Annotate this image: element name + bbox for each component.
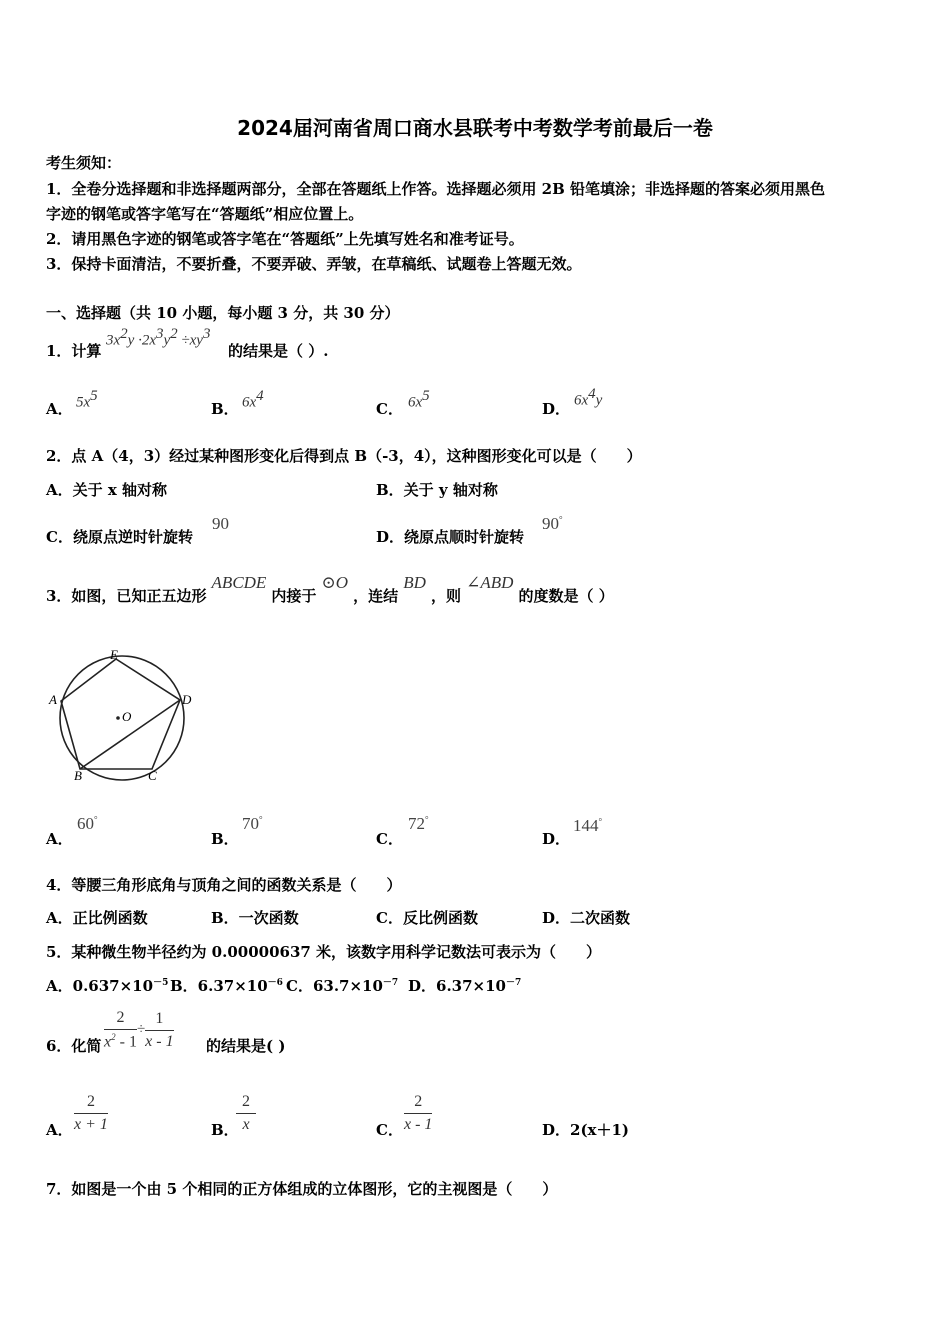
q1-option-b-label[interactable]: B．	[211, 400, 239, 418]
label-o: O	[122, 709, 132, 724]
q2-option-d[interactable]: D．绕原点顺时针旋转	[376, 528, 525, 546]
page-title: 2024届河南省周口商水县联考中考数学考前最后一卷	[237, 116, 713, 140]
question-1-suffix: 的结果是（ ）.	[228, 342, 329, 360]
q1-option-d-label[interactable]: D．	[542, 400, 571, 418]
q1-option-a-value: $5x^5$	[76, 388, 98, 411]
center-point	[116, 716, 120, 720]
q5-option-d[interactable]: D．$6.37\times 10^{-7}$	[408, 977, 522, 995]
pentagon-abcde	[61, 659, 180, 769]
label-c: C	[148, 768, 157, 783]
notice-heading: 考生须知：	[46, 154, 122, 172]
section-heading: 一、选择题（共 10 小题，每小题 3 分，共 30 分）	[46, 304, 400, 322]
q4-option-c[interactable]: C．反比例函数	[376, 909, 478, 927]
question-7-text: 7．如图是一个由 5 个相同的正方体组成的立体图形，它的主视图是（ ）	[46, 1180, 558, 1198]
q1-option-c-label[interactable]: C．	[376, 400, 403, 418]
notice-item: 1．全卷分选择题和非选择题两部分，全部在答题纸上作答。选择题必须用 2B 铅笔填涂；非选择题的答案必须用黑色	[46, 180, 826, 198]
q6-option-c-value: $\frac{2}{x - 1}$	[404, 1093, 433, 1133]
q6-option-b-label[interactable]: B．	[211, 1121, 239, 1139]
q5-option-b[interactable]: B．$6.37\times 10^{-6}$	[170, 977, 283, 995]
label-e: E	[110, 647, 118, 662]
q6-option-b-value: $\frac{2}{x}$	[236, 1093, 256, 1134]
q2-option-c[interactable]: C．绕原点逆时针旋转	[46, 528, 193, 546]
question-5-text: 5．某种微生物半径约为 0.00000637 米，该数字用科学记数法可表示为（ ）	[46, 943, 602, 961]
label-a: A	[49, 692, 57, 707]
question-1-expression: $3x^2y \cdot 2x^3y^2 \div xy^3$	[106, 326, 211, 349]
question-6-prefix: 6．化简	[46, 1037, 102, 1055]
q6-option-c-label[interactable]: C．	[376, 1121, 403, 1139]
q2-option-b[interactable]: B．关于 y 轴对称	[376, 481, 498, 499]
q4-option-d[interactable]: D．二次函数	[542, 909, 631, 927]
question-6-suffix: 的结果是( )	[206, 1037, 286, 1055]
label-d: D	[182, 692, 192, 707]
notice-item: 3．保持卡面清洁，不要折叠，不要弄破、弄皱，在草稿纸、试题卷上答题无效。	[46, 255, 582, 273]
q5-option-c[interactable]: C．$63.7\times 10^{-7}$	[286, 977, 399, 995]
question-1-prefix: 1．计算	[46, 342, 102, 360]
q3-option-a-label[interactable]: A．	[46, 830, 73, 848]
q4-option-b[interactable]: B．一次函数	[211, 909, 299, 927]
q3-option-c-label[interactable]: C．	[376, 830, 403, 848]
q3-option-d-label[interactable]: D．	[542, 830, 571, 848]
q3-option-d-value: 144°	[573, 816, 603, 835]
q6-option-a-label[interactable]: A．	[46, 1121, 73, 1139]
label-b: B	[74, 768, 82, 783]
notice-item: 字迹的钢笔或答字笔写在“答题纸”相应位置上。	[46, 205, 364, 223]
question-6-expression: $\frac{2}{x^2 - 1}$ ÷ $\frac{1}{x - 1}$	[104, 1009, 174, 1051]
question-3-text: 3．如图，已知正五边形 ABCDE 内接于 ⊙O ，连结 BD ，则 ∠ABD 的度数是（ ）	[46, 573, 614, 605]
q1-option-b-value: $6x^4$	[242, 388, 264, 411]
q1-option-d-value: $6x^4y$	[574, 386, 603, 409]
q3-option-b-label[interactable]: B．	[211, 830, 239, 848]
question-2-text: 2．点 A（4，3）经过某种图形变化后得到点 B（-3，4），这种图形变化可以是（ ）	[46, 447, 642, 465]
q5-option-a[interactable]: A．$0.637\times 10^{-5}$	[46, 977, 169, 995]
q2-option-c-angle: 90	[212, 514, 229, 533]
q1-option-c-value: $6x^5$	[408, 388, 430, 411]
q6-option-d[interactable]: D．2(x＋1)	[542, 1121, 630, 1139]
q2-option-d-angle: 90°	[542, 514, 563, 533]
q1-option-a-label[interactable]: A．	[46, 400, 73, 418]
q6-option-a-value: $\frac{2}{x + 1}$	[74, 1093, 108, 1133]
q4-option-a[interactable]: A．正比例函数	[46, 909, 148, 927]
q3-option-a-value: 60°	[77, 814, 98, 833]
pentagon-circle-figure	[44, 645, 204, 790]
q3-option-b-value: 70°	[242, 814, 263, 833]
notice-item: 2．请用黑色字迹的钢笔或答字笔在“答题纸”上先填写姓名和准考证号。	[46, 230, 524, 248]
question-4-text: 4．等腰三角形底角与顶角之间的函数关系是（ ）	[46, 876, 402, 894]
q2-option-a[interactable]: A．关于 x 轴对称	[46, 481, 168, 499]
q3-option-c-value: 72°	[408, 814, 429, 833]
